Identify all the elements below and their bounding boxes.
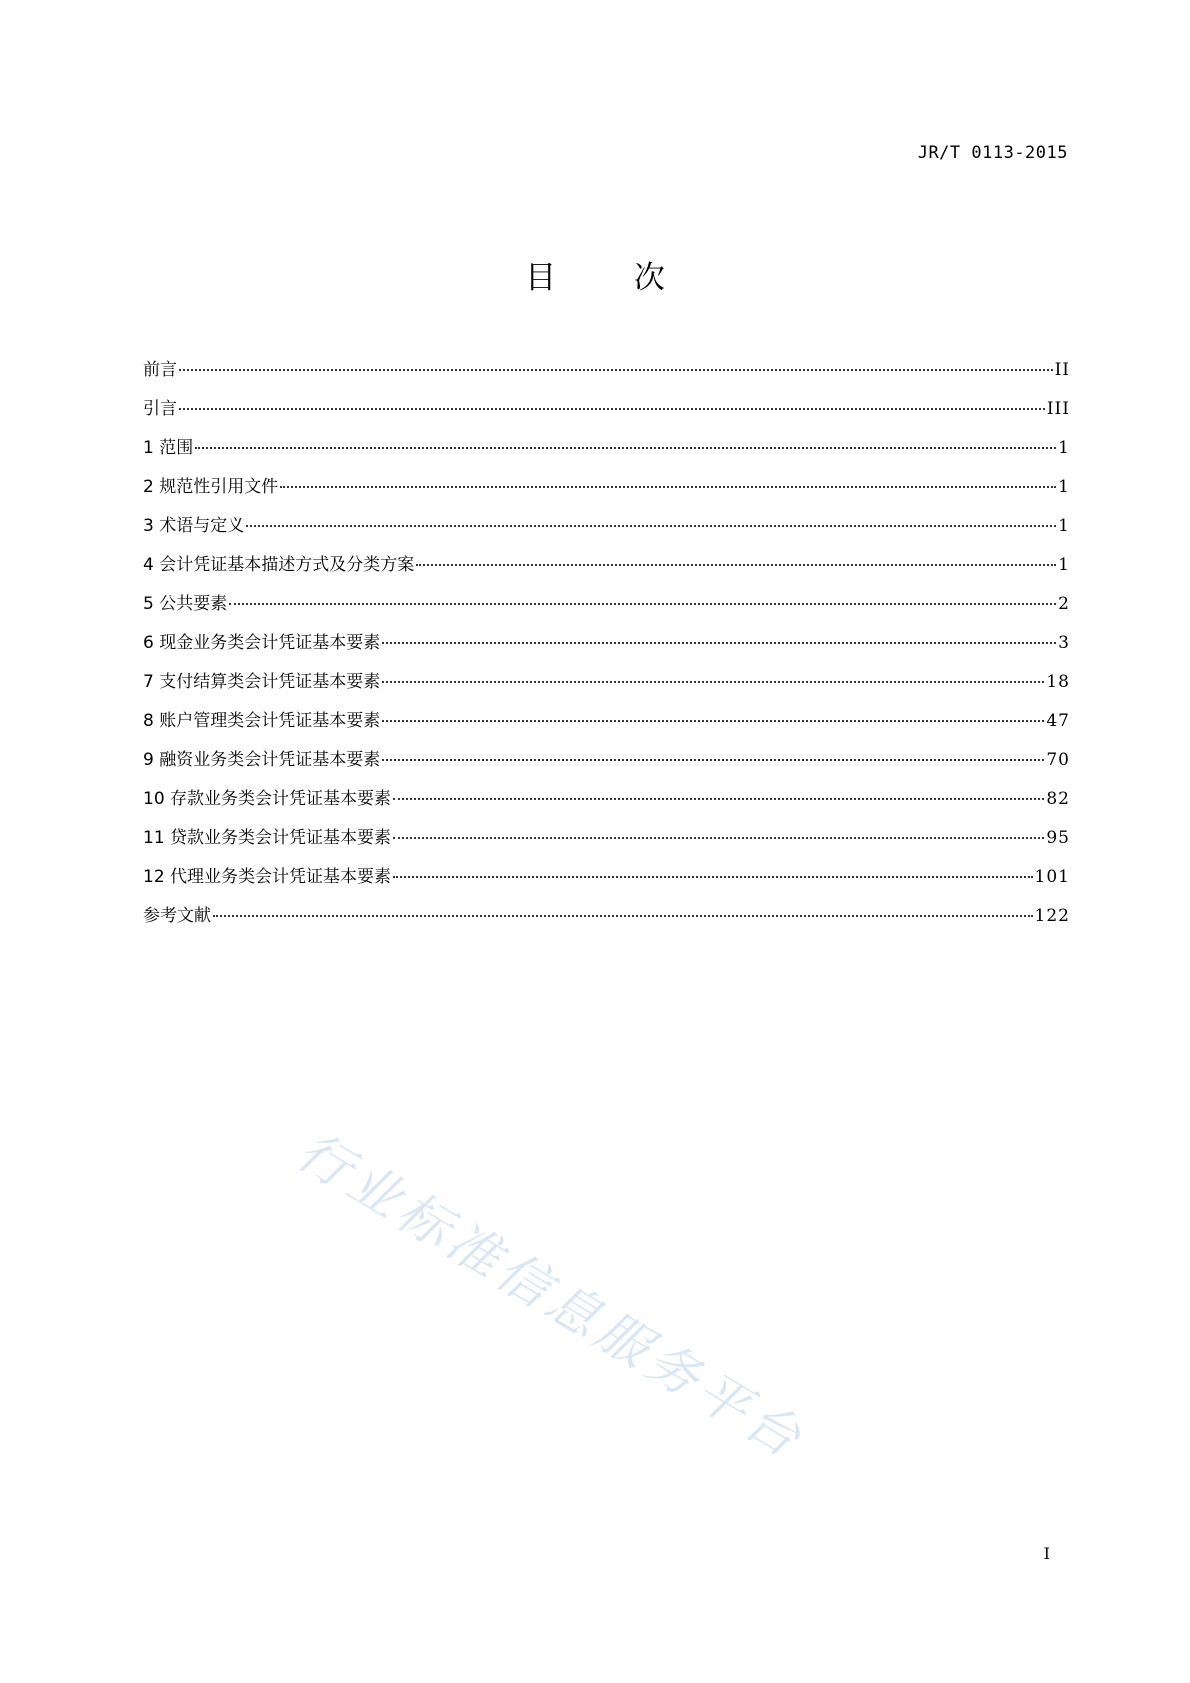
- toc-heading: 目 次: [525, 260, 699, 296]
- toc-entry-number: 12: [143, 867, 171, 887]
- toc-entry-page: 70: [1046, 750, 1070, 770]
- toc-dot-leader: [393, 837, 1044, 839]
- toc-dot-leader: [393, 876, 1033, 878]
- toc-entry[interactable]: [143, 511, 1070, 550]
- toc-dot-leader: [246, 525, 1056, 527]
- toc-dot-leader: [179, 369, 1053, 371]
- toc-entry-title: 引言: [143, 399, 177, 419]
- toc-entry[interactable]: [143, 355, 1070, 394]
- toc-entry-title: 现金业务类会计凭证基本要素: [159, 633, 381, 653]
- toc-entry[interactable]: [143, 433, 1070, 472]
- toc-entry-title: 范围: [159, 438, 194, 458]
- toc-entry-page: 1: [1058, 438, 1070, 458]
- toc-entry-page: 82: [1046, 789, 1070, 809]
- toc-entry-page: 18: [1046, 672, 1070, 692]
- toc-entry-title: 术语与定义: [159, 516, 245, 536]
- toc-dot-leader: [280, 486, 1056, 488]
- toc-entry-title: 账户管理类会计凭证基本要素: [159, 711, 381, 731]
- toc-entry-page: 47: [1046, 711, 1070, 731]
- toc-entry-page: 1: [1058, 516, 1070, 536]
- toc-dot-leader: [382, 681, 1044, 683]
- toc-entry-number: 6: [143, 633, 160, 653]
- watermark: 行业标准信息服务平台: [286, 1121, 815, 1472]
- toc-dot-leader: [382, 720, 1044, 722]
- toc-entry-title: 融资业务类会计凭证基本要素: [159, 750, 381, 770]
- toc-entry-title: 参考文献: [143, 906, 211, 926]
- toc-entry-page: 1: [1058, 477, 1070, 497]
- toc-entry-page: 95: [1046, 828, 1070, 848]
- toc-entry-page: III: [1046, 399, 1070, 419]
- toc-entry-title: 会计凭证基本描述方式及分类方案: [159, 555, 415, 575]
- toc-dot-leader: [382, 642, 1056, 644]
- toc-entry-page: 1: [1058, 555, 1070, 575]
- page-number: I: [1043, 1544, 1050, 1563]
- toc-entry-title: 规范性引用文件: [159, 477, 279, 497]
- toc-entry-title: 公共要素: [159, 594, 228, 614]
- toc-entry[interactable]: [143, 472, 1070, 511]
- toc-entry-title: 贷款业务类会计凭证基本要素: [170, 828, 392, 848]
- toc-entry[interactable]: [143, 589, 1070, 628]
- toc-entry-page: 101: [1034, 867, 1070, 887]
- toc-entry-number: 10: [143, 789, 171, 809]
- toc-entry-title: 存款业务类会计凭证基本要素: [170, 789, 392, 809]
- toc-entry-number: 11: [143, 828, 171, 848]
- toc-entry-number: 3: [143, 516, 160, 536]
- toc-entry[interactable]: [143, 667, 1070, 706]
- toc-entry[interactable]: [143, 628, 1070, 667]
- toc-entry[interactable]: [143, 706, 1070, 745]
- toc-dot-leader: [229, 603, 1056, 605]
- toc-entry-number: 4: [143, 555, 160, 575]
- toc-entry[interactable]: [143, 550, 1070, 589]
- toc-dot-leader: [195, 447, 1056, 449]
- toc-entry-page: 122: [1034, 906, 1070, 926]
- toc-entry[interactable]: [143, 394, 1070, 433]
- toc-dot-leader: [179, 408, 1045, 410]
- toc-entry[interactable]: [143, 901, 1070, 940]
- toc-entry-number: 9: [143, 750, 160, 770]
- toc-entry[interactable]: [143, 823, 1070, 862]
- toc-entry-page: II: [1054, 360, 1070, 380]
- document-code: JR/T 0113-2015: [917, 143, 1068, 163]
- toc-entry[interactable]: [143, 784, 1070, 823]
- toc-entry-title: 前言: [143, 360, 177, 380]
- toc-entry-title: 代理业务类会计凭证基本要素: [170, 867, 392, 887]
- toc-dot-leader: [213, 915, 1033, 917]
- toc-entry-number: 5: [143, 594, 160, 614]
- toc-dot-leader: [416, 564, 1056, 566]
- toc-entry-number: 1: [143, 438, 160, 458]
- toc-entry-page: 3: [1058, 633, 1070, 653]
- toc-entry-page: 2: [1058, 594, 1070, 614]
- toc-entry-number: 7: [143, 672, 160, 692]
- toc-entry[interactable]: [143, 862, 1070, 901]
- table-of-contents: [143, 355, 1070, 940]
- toc-dot-leader: [382, 759, 1044, 761]
- toc-dot-leader: [393, 798, 1044, 800]
- toc-entry-title: 支付结算类会计凭证基本要素: [159, 672, 381, 692]
- toc-entry[interactable]: [143, 745, 1070, 784]
- toc-entry-number: 8: [143, 711, 160, 731]
- toc-entry-number: 2: [143, 477, 160, 497]
